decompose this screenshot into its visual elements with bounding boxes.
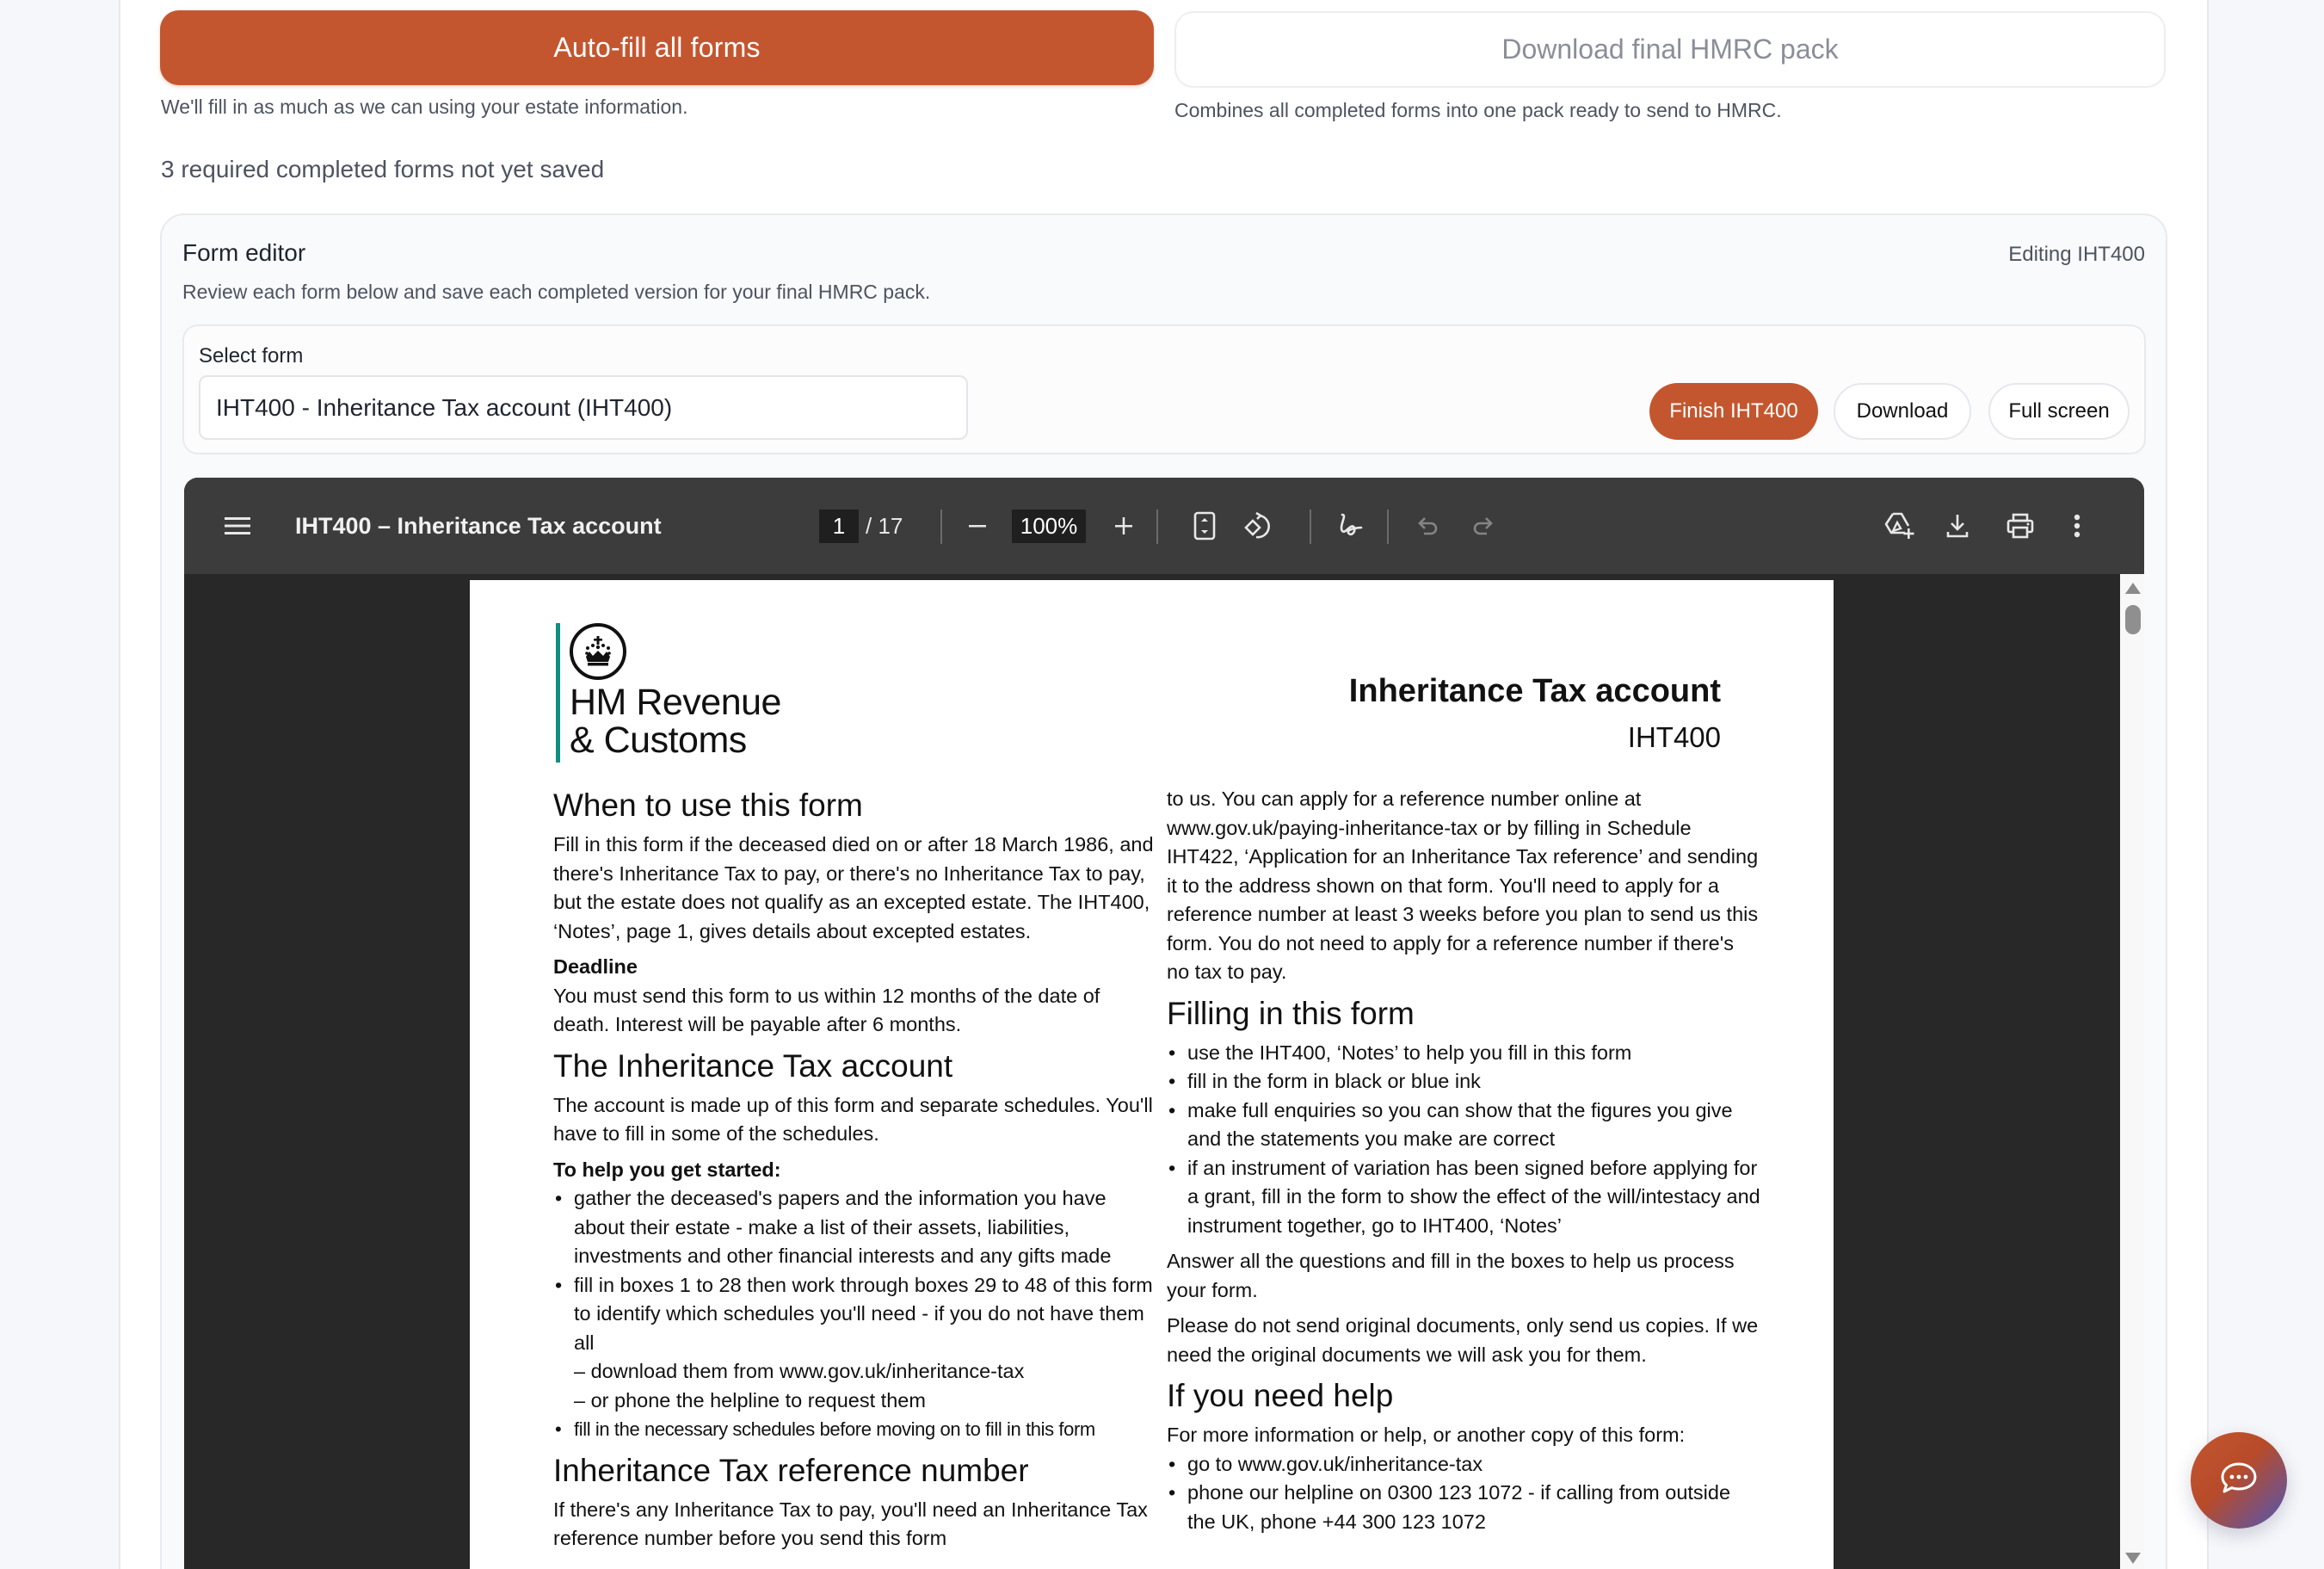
document-heading: Inheritance Tax account xyxy=(1348,673,1721,709)
paragraph: You must send this form to us within 12 months of the date of death. Interest will be payable after 6 months. xyxy=(553,984,1100,1035)
form-editor-subtitle: Review each form below and save each completed version for your final HMRC pack. xyxy=(182,281,931,303)
paragraph: Fill in this form if the deceased died on or after 18 March 1986, and there's Inheritance Tax to pay, or there's no Inheritance Tax to pay, but the estate does not qualify as an excepted estate. The IHT400, ‘Notes’, page 1, gives details about excepted estates. xyxy=(553,833,1154,942)
list-item: • make full enquiries so you can show that the figures you give and the statements you make are correct xyxy=(1167,1096,1760,1154)
section-heading: Inheritance Tax reference number xyxy=(553,1452,1029,1488)
list-item: • use the IHT400, ‘Notes’ to help you fill in this form xyxy=(1167,1039,1760,1068)
toolbar-divider xyxy=(940,510,942,544)
page-total: / 17 xyxy=(866,512,903,539)
download-form-button[interactable]: Download xyxy=(1834,383,1971,440)
list-item: • fill in the necessary schedules before moving on to fill in this form xyxy=(553,1415,1156,1444)
list-item: • phone our helpline on 0300 123 1072 - if calling from outside the UK, phone +44 300 123 1072 xyxy=(1167,1479,1760,1536)
forms-status-text: 3 required completed forms not yet saved xyxy=(161,156,605,182)
pack-helper-text: Combines all completed forms into one pack ready to send to HMRC. xyxy=(1174,99,1782,121)
paragraph: For more information or help, or another copy of this form: xyxy=(1167,1424,1686,1446)
chat-bubble-icon xyxy=(2220,1461,2258,1500)
toolbar-divider xyxy=(1310,510,1311,544)
chat-button[interactable] xyxy=(2191,1432,2287,1529)
scroll-up-arrow-icon[interactable] xyxy=(2125,583,2141,594)
document-code: IHT400 xyxy=(1627,721,1721,753)
deadline-label: Deadline xyxy=(553,955,638,978)
scrollbar-thumb[interactable] xyxy=(2125,605,2141,634)
pdf-page xyxy=(470,580,1834,1569)
more-options-icon[interactable] xyxy=(2074,478,2081,574)
select-form-label: Select form xyxy=(199,344,304,368)
hmrc-logo-text: HM Revenue & Customs xyxy=(570,682,781,761)
paragraph: to us. You can apply for a reference number online at www.gov.uk/paying-inheritance-tax or by filling in Schedule IHT422, ‘Application for an Inheritance Tax reference’ and sending it to the address shown on that form. You'll need to apply for a reference number at least 3 weeks before you plan to send us this form. You do not need to apply for a reference number if there's no tax to pay. xyxy=(1167,788,1759,983)
form-editor-title: Form editor xyxy=(182,239,306,266)
autofill-all-forms-button[interactable]: Auto-fill all forms xyxy=(160,10,1154,85)
zoom-out-icon[interactable] xyxy=(967,478,988,574)
redo-icon[interactable] xyxy=(1471,478,1494,574)
list-item: • gather the deceased's papers and the information you have about their estate - make a list of their assets, liabilities, investments and other financial interests and any gifts made xyxy=(553,1184,1156,1271)
toolbar-divider xyxy=(1156,510,1158,544)
get-started-label: To help you get started: xyxy=(553,1158,781,1181)
full-screen-button[interactable]: Full screen xyxy=(1988,383,2130,440)
section-heading: The Inheritance Tax account xyxy=(553,1047,953,1084)
editing-status: Editing IHT400 xyxy=(2008,243,2145,266)
paragraph: If there's any Inheritance Tax to pay, you'll need an Inheritance Tax reference number before you send this form xyxy=(553,1498,1148,1549)
list-subitem: – download them from www.gov.uk/inheritance-tax xyxy=(574,1360,1025,1382)
list-subitem: – or phone the helpline to request them xyxy=(574,1388,926,1411)
zoom-in-icon[interactable] xyxy=(1113,478,1134,574)
pdf-right-column xyxy=(1167,785,1760,1543)
filling-list xyxy=(1167,1039,1760,1241)
logo-accent-bar xyxy=(556,623,560,763)
fit-page-icon[interactable] xyxy=(1193,478,1216,574)
pdf-left-column xyxy=(553,782,1156,1560)
pdf-viewer xyxy=(184,478,2144,1569)
annotate-icon[interactable] xyxy=(1337,478,1363,574)
zoom-level-input[interactable]: 100% xyxy=(1012,510,1086,543)
autofill-helper-text: We'll fill in as much as we can using your estate information. xyxy=(161,96,688,118)
paragraph: Please do not send original documents, only send us copies. If we need the original documents we will ask you for them. xyxy=(1167,1314,1759,1366)
save-to-drive-icon[interactable] xyxy=(1884,478,1915,574)
menu-icon[interactable] xyxy=(225,478,250,574)
select-form-dropdown[interactable] xyxy=(199,375,968,440)
section-heading: When to use this form xyxy=(553,788,863,823)
list-item: • go to www.gov.uk/inheritance-tax xyxy=(1167,1450,1760,1479)
scroll-down-arrow-icon[interactable] xyxy=(2125,1553,2141,1564)
list-item: • fill in boxes 1 to 28 then work through boxes 29 to 48 of this form to identify which schedules you'll need - if you do not have them all xyxy=(553,1271,1156,1358)
paragraph: The account is made up of this form and separate schedules. You'll have to fill in some of the schedules. xyxy=(553,1093,1153,1145)
get-started-list xyxy=(553,1184,1156,1444)
crown-crest-icon xyxy=(570,623,626,680)
pdf-toolbar xyxy=(184,478,2144,574)
select-form-value: IHT400 - Inheritance Tax account (IHT400) xyxy=(216,393,673,421)
download-icon[interactable] xyxy=(1946,478,1969,574)
rotate-icon[interactable] xyxy=(1244,478,1275,574)
finish-form-button[interactable]: Finish IHT400 xyxy=(1649,383,1818,440)
section-heading: If you need help xyxy=(1167,1378,1394,1413)
paragraph: Answer all the questions and fill in the boxes to help us process your form. xyxy=(1167,1250,1735,1301)
toolbar-divider xyxy=(1387,510,1389,544)
section-heading: Filling in this form xyxy=(1167,995,1415,1031)
pdf-scrollbar[interactable] xyxy=(2120,574,2144,1569)
download-hmrc-pack-button[interactable]: Download final HMRC pack xyxy=(1174,11,2166,88)
list-item: • if an instrument of variation has been signed before applying for a grant, fill in the form to show the effect of the will/intestacy and instrument together, go to IHT400, ‘Notes’ xyxy=(1167,1154,1760,1241)
help-list xyxy=(1167,1450,1760,1537)
print-icon[interactable] xyxy=(2007,478,2034,574)
page-number-input[interactable]: 1 xyxy=(819,510,859,543)
document-title: IHT400 – Inheritance Tax account xyxy=(295,512,662,539)
undo-icon[interactable] xyxy=(1417,478,1439,574)
list-item: • fill in the form in black or blue ink xyxy=(1167,1067,1760,1096)
